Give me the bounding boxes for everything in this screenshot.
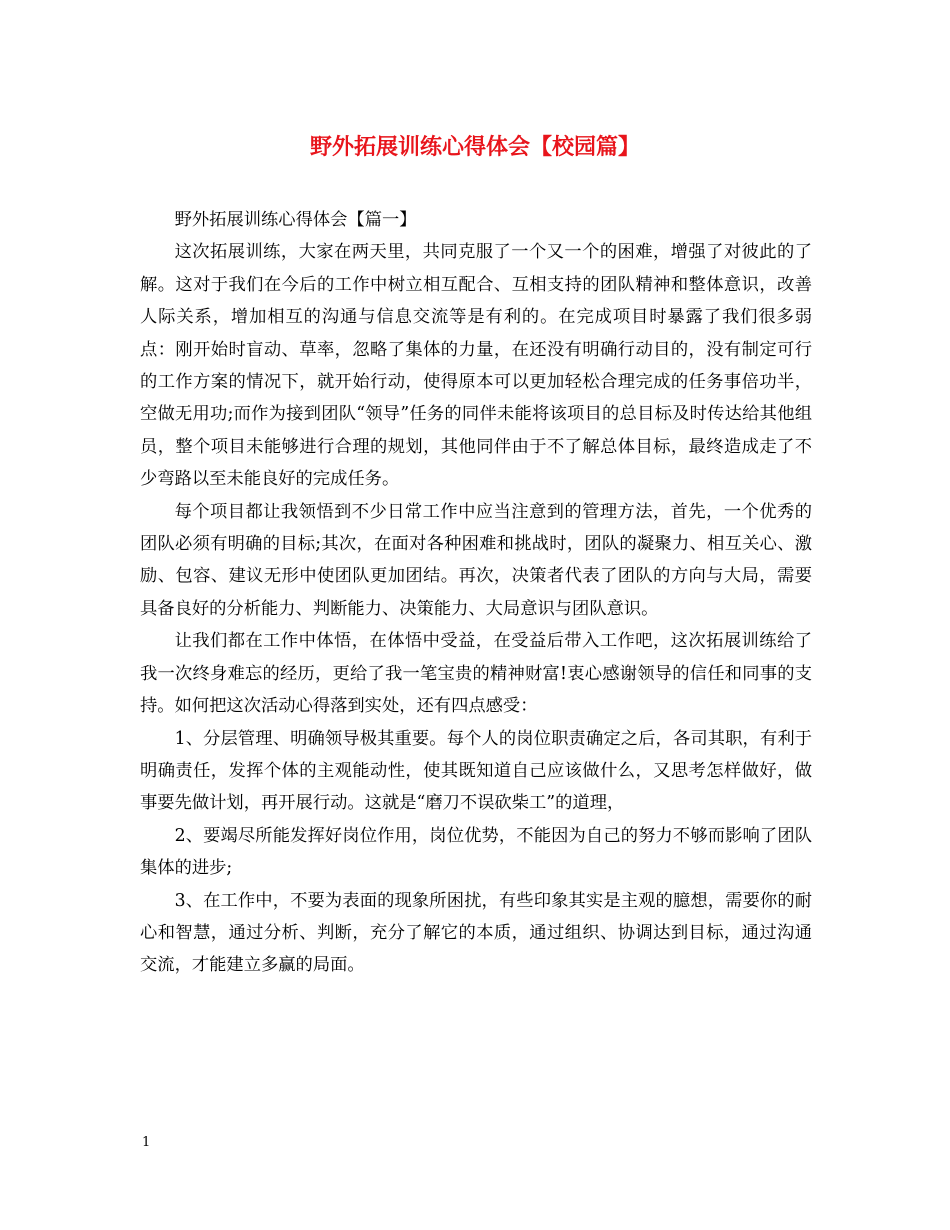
body-paragraph-2: 每个项目都让我领悟到不少日常工作中应当注意到的管理方法，首先，一个优秀的团队必须有明确的目标;其次，在面对各种困难和挑战时，团队的凝聚力、相互关心、激励、包容、建议无形中使团队更加团结。再次，决策者代表了团队的方向与大局，需要具备良好的分析能力、判断能力、决策能力、大局意识与团队意识。 (140, 501, 812, 619)
document-title: 野外拓展训练心得体会【校园篇】 (309, 134, 640, 160)
body-paragraph-1: 这次拓展训练，大家在两天里，共同克服了一个又一个的困难，增强了对彼此的了解。这对于我们在今后的工作中树立相互配合、互相支持的团队精神和整体意识，改善人际关系，增加相互的沟通与信息交流等是有利的。在完成项目时暴露了我们很多弱点：刚开始时盲动、草率，忽略了集体的力量，在还没有明确行动目的，没有制定可行的工作方案的情况下，就开始行动，使得原本可以更加轻松合理完成的任务事倍功半，空做无用功;而作为接到团队“领导”任务的同伴未能将该项目的总目标及时传达给其他组员，整个项目未能够进行合理的规划，其他同伴由于不了解总体目标，最终造成走了不少弯路以至未能良好的完成任务。 (140, 242, 812, 490)
body-paragraph-6: 3、在工作中，不要为表面的现象所困扰，有些印象其实是主观的臆想，需要你的耐心和智慧，通过分析、判断，充分了解它的本质，通过组织、协调达到目标，通过沟通交流，才能建立多赢的局面。 (140, 890, 812, 976)
section-heading: 野外拓展训练心得体会【篇一】 (174, 210, 417, 230)
page-number: 1 (142, 1135, 151, 1150)
body-paragraph-4: 1、分层管理、明确领导极其重要。每个人的岗位职责确定之后，各司其职，有利于明确责任，发挥个体的主观能动性，使其既知道自己应该做什么，又思考怎样做好，做事要先做计划，再开展行动。这就是“磨刀不误砍柴工”的道理， (140, 728, 812, 814)
body-paragraph-5: 2、要竭尽所能发挥好岗位作用，岗位优势，不能因为自己的努力不够而影响了团队集体的进步; (140, 825, 812, 879)
document-body (140, 204, 812, 982)
body-paragraph-3: 让我们都在工作中体悟，在体悟中受益，在受益后带入工作吧，这次拓展训练给了我一次终身难忘的经历，更给了我一笔宝贵的精神财富!衷心感谢领导的信任和同事的支持。如何把这次活动心得落到实处，还有四点感受： (140, 631, 812, 717)
